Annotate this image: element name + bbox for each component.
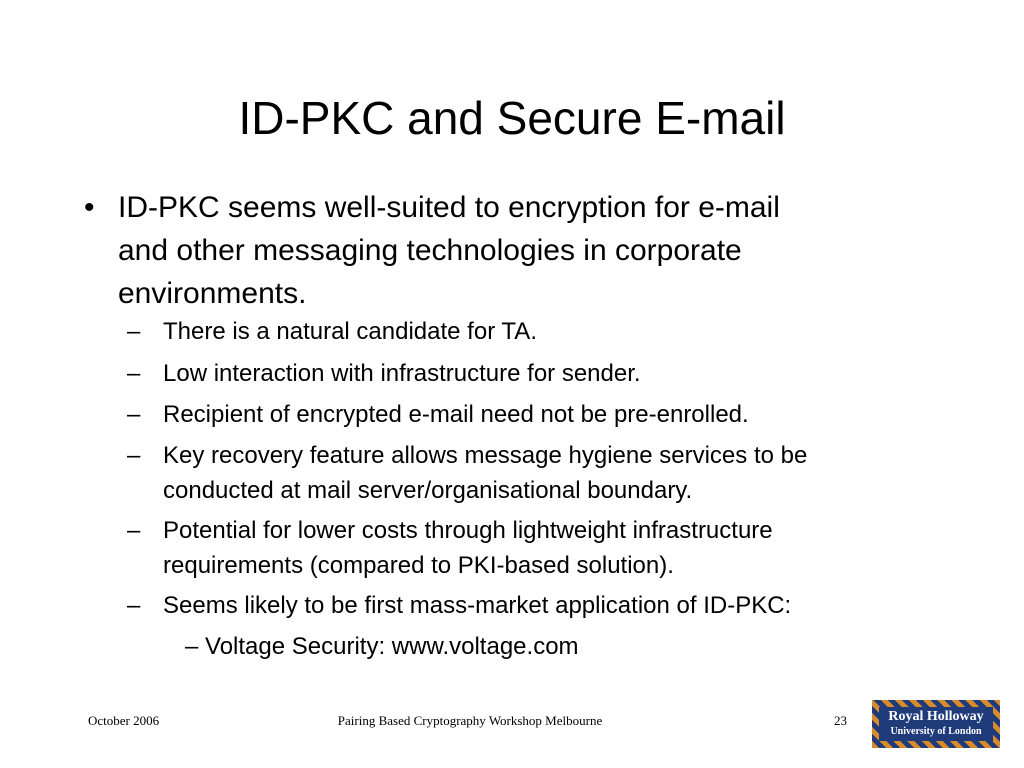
sub-bullet <box>127 588 953 623</box>
sub-bullet-line: Seems likely to be first mass-market application of ID-PKC: <box>163 592 792 619</box>
sub-bullet <box>127 438 953 508</box>
sub-sub-bullet: – Voltage Security: www.voltage.com <box>185 633 579 660</box>
sub-bullet <box>127 397 953 432</box>
bullet-icon: • <box>84 191 95 224</box>
sub-bullet-line: Key recovery feature allows message hygiene services to be <box>163 442 808 469</box>
sub-bullet <box>127 356 953 391</box>
footer-page-number: 23 <box>834 713 847 728</box>
dash-icon: – <box>127 442 141 469</box>
sub-bullet-line: requirements (compared to PKI-based solution). <box>163 552 674 579</box>
main-bullet-line: environments. <box>118 277 307 310</box>
dash-icon: – <box>127 517 141 544</box>
footer-event: Pairing Based Cryptography Workshop Melbourne <box>337 713 603 728</box>
dash-icon: – <box>127 318 141 345</box>
dash-icon: – <box>127 360 141 387</box>
royal-holloway-logo <box>872 700 1000 748</box>
slide-title: ID-PKC and Secure E-mail <box>238 92 786 144</box>
sub-bullet-line: There is a natural candidate for TA. <box>163 318 537 345</box>
logo-line-2: University of London <box>890 726 982 737</box>
dash-icon: – <box>127 401 141 428</box>
logo-panel <box>879 707 993 741</box>
main-bullet-line: and other messaging technologies in corporate <box>118 234 742 267</box>
main-bullet-line: ID-PKC seems well-suited to encryption for e-mail <box>118 191 780 224</box>
sub-bullet <box>127 314 953 349</box>
dash-icon: – <box>127 592 141 619</box>
sub-bullet-line: Recipient of encrypted e-mail need not be pre-enrolled. <box>163 401 749 428</box>
sub-bullet <box>127 513 953 583</box>
logo-line-1: Royal Holloway <box>888 709 984 724</box>
footer-date: October 2006 <box>88 713 160 728</box>
sub-bullet-line: Low interaction with infrastructure for sender. <box>163 360 641 387</box>
sub-bullet-line: conducted at mail server/organisational boundary. <box>163 477 693 504</box>
main-bullet <box>84 186 908 315</box>
sub-bullet-line: Potential for lower costs through lightweight infrastructure <box>163 517 773 544</box>
